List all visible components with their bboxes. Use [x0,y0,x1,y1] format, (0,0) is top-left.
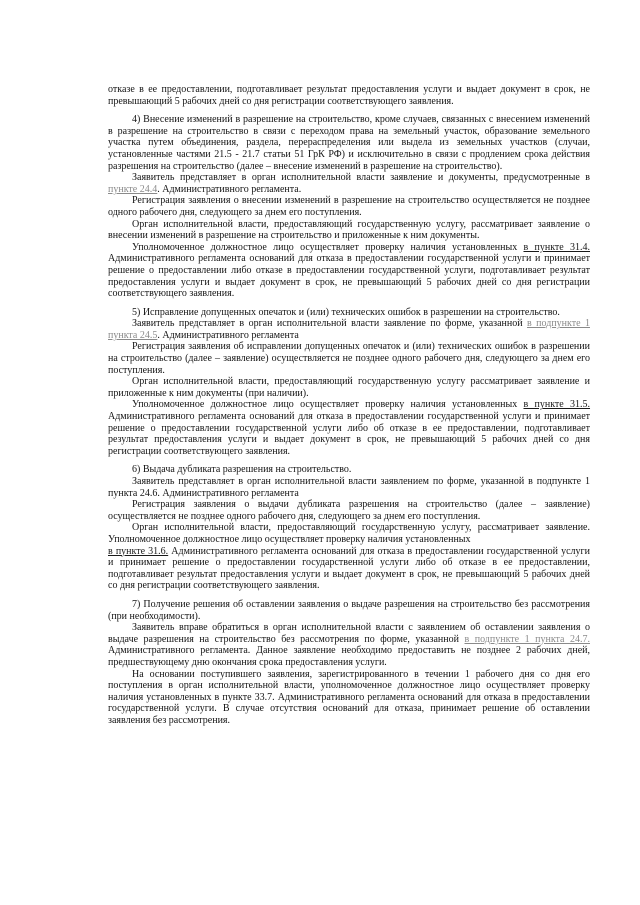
text: . Административного регламента. [157,183,302,195]
paragraph-item-5-applicant [108,318,590,341]
link-punkt-24-4[interactable]: пункте 24.4 [108,183,158,195]
paragraph-item-5-check [108,399,590,457]
paragraph-item-4-review: Орган исполнительной власти, предоставляющий государственную услугу, рассматривает заявление о внесении изменений в разрешение на строительство и приложенные к ним документы. [108,218,590,242]
link-punkt-31-4[interactable]: в пункте 31.4. [523,241,591,253]
paragraph-item-5-registration: Регистрация заявления об исправлении допущенных опечаток и (или) технических ошибок в разрешении на строительство (далее – заявление) осуществляется не позднее одного рабочего дня, следующего за днем его поступления. [108,341,590,376]
document-page [108,84,590,726]
text: Административного регламента оснований для отказа в предоставлении государственной услуги и принимает решение о предоставлении либо отказе в предоставлении государственной услуги, подготавливает результат предоставления услуги и выдает документ в срок, не превышающий 5 рабочих дней со дня регистрации соответствующего заявления. [108,253,590,300]
text: Уполномоченное должностное лицо осуществляет проверку наличия установленных [132,399,524,411]
link-punkt-31-6[interactable]: в пункте 31.6. [108,545,169,557]
text: Уполномоченное должностное лицо осуществляет проверку наличия установленных [132,241,524,253]
paragraph-item-7-heading: 7) Получение решения об оставлении заявления о выдаче разрешения на строительство без рассмотрения (при необходимости). [108,598,590,622]
paragraph-item-6-applicant: Заявитель представляет в орган исполнительной власти заявлением по форме, указанной в подпункте 1 пункта 24.6. Административного регламента [108,476,590,499]
paragraph-item-4-check [108,242,590,300]
paragraph-item-4-heading: 4) Внесение изменений в разрешение на строительство, кроме случаев, связанных с внесением изменений в разрешение на строительство в связи с переходом права на земельный участок, образование земельного участка путем объединения, раздела, перераспределения или выдела из земельных участков (случаи, установленные частями 21.5 - 21.7 статьи 51 ГрК РФ) и исключительно в связи с продлением срока действия разрешения на строительство (далее – внесение изменений в разрешение на строительство). [108,114,590,172]
text: . Административного регламента [157,329,299,341]
paragraph-item-7-applicant [108,622,590,668]
text: Заявитель представляет в орган исполнительной власти заявление по форме, указанной [132,318,528,330]
text: Административного регламента оснований для отказа в предоставлении государственной услуги и принимает решение о предоставлении государственной услуги либо об отказе в ее предоставлении, подготавливает результат предоставления услуги и выдает документ в срок, не превышающий 5 рабочих дней со дня регистрации соответствующего заявления. [108,545,591,592]
paragraph-item-5-review: Орган исполнительной власти, предоставляющий государственную услугу рассматривает заявление и приложенные к ним документы (при наличии). [108,376,590,399]
paragraph-item-7-decision: На основании поступившего заявления, зарегистрированного в течении 1 рабочего дня со дня его поступления в орган исполнительной власти, уполномоченное должностное лицо осуществляет проверку наличия установленных в пункте 33.7. Административного регламента оснований для отказа в предоставлении государственной услуги. В случае отсутствия оснований для отказа, принимает решение об оставлении заявления без рассмотрения. [108,668,590,726]
paragraph-item-6-review: Орган исполнительной власти, предоставляющий государственную услугу, рассматривает заявление. Уполномоченное должностное лицо осуществляет проверку наличия установленных [108,522,590,545]
paragraph-item-4-registration: Регистрация заявления о внесении изменений в разрешение на строительство осуществляется не позднее одного рабочего дня, следующего за днем его поступления. [108,195,590,218]
text: Заявитель вправе обратиться в орган исполнительной власти с заявлением об оставлении заявления о выдаче разрешения на строительство без рассмотрения по форме, указанной [108,622,590,645]
paragraph-item-6-heading: 6) Выдача дубликата разрешения на строительство. [132,464,352,476]
paragraph-item-6-check [108,546,590,592]
paragraph-item-4-applicant [108,172,590,195]
paragraph-item-5-heading: 5) Исправление допущенных опечаток и (или) технических ошибок в разрешении на строительство. [132,306,560,318]
text: Заявитель представляет в орган исполнительной власти заявление и документы, предусмотренные в [132,172,590,184]
paragraph-continuation: отказе в ее предоставлении, подготавливает результат предоставления услуги и выдает документ в срок, не превышающий 5 рабочих дней со дня регистрации соответствующего заявления. [108,84,590,107]
link-punkt-24-7[interactable]: в подпункте 1 пункта 24.7. [464,633,590,645]
text: Административного регламента оснований для отказа в предоставлении государственной услуги и принимает решение о предоставлении государственной услуги либо об отказе в ее предоставлении, подготавливает результат предоставления услуги и выдает документ в срок, не превышающий 5 рабочих дней со дня регистрации соответствующего заявления. [108,411,590,457]
paragraph-item-6-registration: Регистрация заявления о выдачи дубликата разрешения на строительство (далее – заявление) осуществляется не позднее одного рабочего дня, следующего за днем его поступления. [108,499,590,522]
link-punkt-24-5[interactable]: в подпункте 1 пункта 24.5 [108,318,590,341]
link-punkt-31-5[interactable]: в пункте 31.5. [523,399,591,411]
text: Административного регламента. Данное заявление необходимо предоставить не позднее 2 рабочих дней, предшествующему дню окончания срока предоставления услуги. [108,645,590,668]
